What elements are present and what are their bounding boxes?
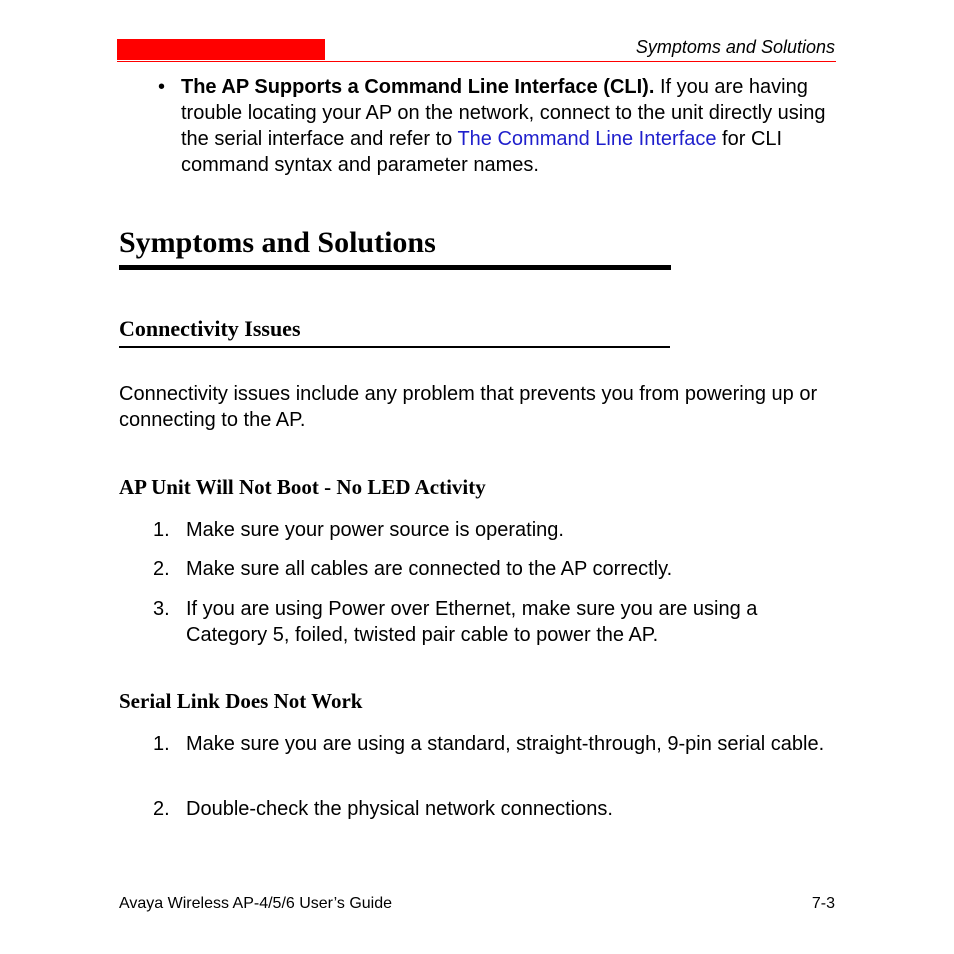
step-number: 2. — [153, 798, 170, 820]
step-text: Double-check the physical network connections. — [186, 798, 613, 820]
step-text: Make sure your power source is operating. — [186, 519, 564, 541]
step-text: Make sure all cables are connected to the AP correctly. — [186, 558, 673, 580]
section-title: Symptoms and Solutions — [119, 226, 436, 259]
step-number: 2. — [153, 558, 170, 580]
list-item — [153, 596, 843, 648]
bullet-text — [181, 74, 848, 178]
bullet-text-before-link: If you are having trouble locating your AP on the network, connect to the unit directly using the serial interface and refer to — [181, 76, 826, 150]
subsection-title: Connectivity Issues — [119, 316, 301, 341]
running-header-title: Symptoms and Solutions — [635, 37, 835, 57]
step-number: 1. — [153, 519, 170, 541]
step-number: 1. — [153, 733, 170, 755]
intro-paragraph: Connectivity issues include any problem that prevents you from powering up or connecting to the AP. — [119, 383, 818, 431]
step-text: If you are using Power over Ethernet, make sure you are using a Category 5, foiled, twisted pair cable to power the AP. — [186, 598, 758, 646]
bullet-text-after-link: for CLI command syntax and parameter names. — [181, 128, 783, 176]
bullet-bold-lead: The AP Supports a Command Line Interface (CLI). — [181, 76, 655, 98]
cli-chapter-link[interactable]: The Command Line Interface — [457, 128, 717, 150]
bullet-dot-icon: • — [158, 76, 166, 98]
step-text: Make sure you are using a standard, straight-through, 9-pin serial cable. — [186, 733, 825, 755]
header-rule — [117, 61, 836, 62]
topic-title: Serial Link Does Not Work — [119, 689, 363, 713]
list-item — [153, 731, 843, 757]
footer-page-number: 7-3 — [811, 895, 835, 912]
step-number: 3. — [153, 598, 170, 620]
cli-bullet — [158, 74, 848, 178]
header-red-bar — [117, 39, 325, 60]
footer-guide-title: Avaya Wireless AP-4/5/6 User’s Guide — [119, 895, 393, 912]
topic-title: AP Unit Will Not Boot - No LED Activity — [119, 475, 486, 499]
list-item — [153, 517, 843, 543]
list-item — [153, 556, 843, 582]
subsection-title-rule — [119, 346, 670, 348]
section-title-rule — [119, 265, 671, 270]
list-item — [153, 796, 843, 822]
